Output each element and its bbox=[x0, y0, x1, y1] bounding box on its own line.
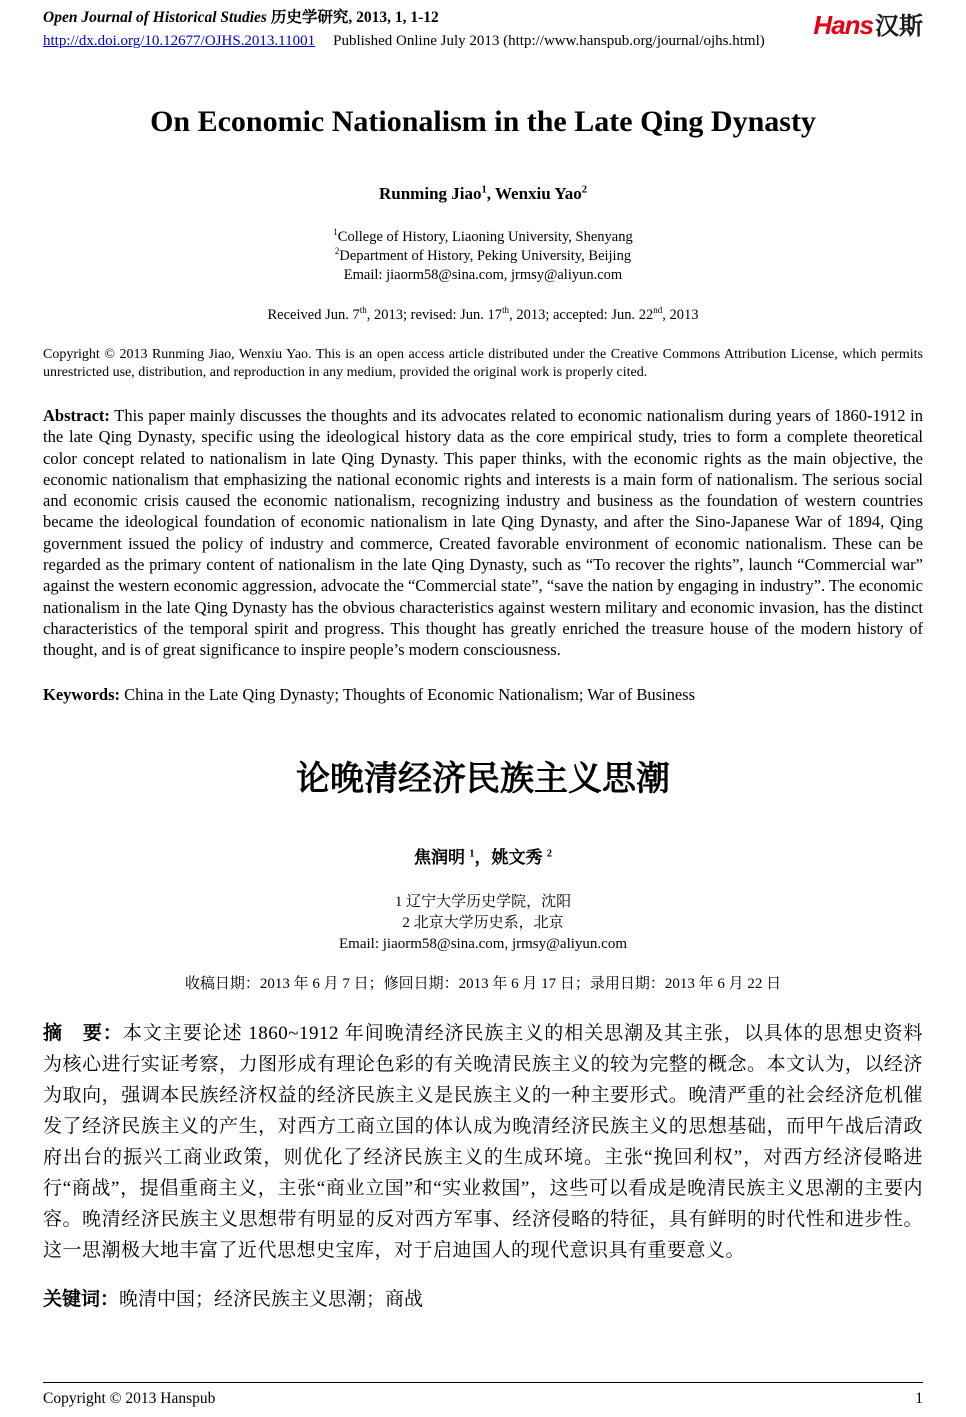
author-superscript-1: 1 bbox=[481, 184, 487, 196]
affiliation-1-text: College of History, Liaoning University, Shenyang bbox=[337, 229, 633, 245]
abstract-text-english: This paper mainly discusses the thoughts and its advocates related to economic nationalism during years of 1860-1912 in the late Qing Dynasty, specific using the ideological history data as the core empirical study, tries to form a complete theoretical color concept related to nationalism in late Qing Dynasty. This paper thinks, with the economic rights as the main objective, the economic nationalism that emphasizing the national economic rights and interests is a main form of nationalism. The serious social and economic crisis caused the economic nationalism, recognizing industry and business as the foundation of western countries became the ideological foundation of economic nationalism in late Qing Dynasty, and after the Sino-Japanese War of 1894, Qing government issued the policy of industry and commerce, Created favorable environment of economic nationalism. These can be regarded as the primary content of nationalism in the late Qing Dynasty, such as “To recover the rights”, launch “Commercial war” against the western economic aggression, advocate the “Commercial state”, “save the nation by engaging in industry”. The economic nationalism in the late Qing Dynasty has the obvious characteristics against western military and economic invasion, has the distinct characteristics of the temporal spirit and progress. This thought has greatly enriched the treasure house of the modern history of thought, and is of great significance to inspire people’s modern consciousness. bbox=[43, 406, 923, 660]
copyright-notice: Copyright © 2013 Runming Jiao, Wenxiu Yao. This is an open access article distributed under the Creative Commons Attribution License, which permits unrestricted use, distribution, and reproduction in any medium, provided the original work is properly cited. bbox=[43, 347, 923, 380]
hans-logo-chinese-text: 汉斯 bbox=[875, 13, 923, 40]
affiliation-1 bbox=[43, 228, 923, 247]
keywords-label-english: Keywords: bbox=[43, 684, 120, 704]
keywords-label-chinese: 关键词： bbox=[43, 1288, 120, 1310]
email-line: Email: jiaorm58@sina.com, jrmsy@aliyun.com bbox=[343, 267, 623, 283]
hans-publisher-logo bbox=[813, 6, 923, 41]
journal-header bbox=[43, 8, 923, 52]
author-name-2: Wenxiu Yao bbox=[494, 184, 582, 203]
journal-title-issue-info: 历史学研究, 2013, 1, 1-12 bbox=[266, 9, 439, 26]
received-part-3: , 2013; accepted: Jun. 22 bbox=[509, 307, 654, 323]
authors-english bbox=[43, 184, 923, 204]
keywords-english bbox=[43, 684, 923, 705]
received-part-2: , 2013; revised: Jun. 17 bbox=[366, 307, 503, 323]
author-separator-cn: ， bbox=[474, 847, 492, 867]
affiliation-1-cn: 1 辽宁大学历史学院，沈阳 bbox=[394, 893, 572, 910]
hans-logo-latin-text: Hans bbox=[813, 10, 873, 40]
paper-title-english: On Economic Nationalism in the Late Qing Dynasty bbox=[150, 105, 816, 138]
published-info: Published Online July 2013 (http://www.hanspub.org/journal/ojhs.html) bbox=[333, 33, 765, 49]
affiliation-2-text: Department of History, Peking University, Beijing bbox=[339, 248, 632, 264]
journal-header-left bbox=[43, 8, 923, 52]
keywords-text-english: China in the Late Qing Dynasty; Thoughts of Economic Nationalism; War of Business bbox=[120, 684, 696, 704]
abstract-chinese bbox=[43, 1018, 923, 1266]
author-superscript-1-cn: 1 bbox=[469, 847, 475, 859]
abstract-label-english: Abstract: bbox=[43, 406, 110, 425]
author-name-1: Runming Jiao bbox=[379, 184, 482, 203]
received-superscript-1: th bbox=[359, 305, 367, 316]
abstract-text-chinese: 本文主要论述 1860~1912 年间晚清经济民族主义的相关思潮及其主张，以具体的思想史资料为核心进行实证考察，力图形成有理论色彩的有关晚清民族主义的较为完整的概念。本文认为，以经济为取向，强调本民族经济权益的经济民族主义是民族主义的一种主要形式。晚清严重的社会经济危机催发了经济民族主义的产生，对西方工商立国的体认成为晚清经济民族主义的思想基础，而甲午战后清政府出台的振兴工商业政策，则优化了经济民族主义的生成环境。主张“挽回利权”，对西方经济侵略进行“商战”，提倡重商主义，主张“商业立国”和“实业救国”，这些可以看成是晚清民族主义思潮的主要内容。晚清经济民族主义思想带有明显的反对西方军事、经济侵略的特征，具有鲜明的时代性和进步性。这一思潮极大地丰富了近代思想史宝库，对于启迪国人的现代意识具有重要意义。 bbox=[43, 1022, 923, 1261]
received-part-4: , 2013 bbox=[662, 307, 699, 323]
abstract-english bbox=[43, 405, 923, 661]
journal-title bbox=[43, 8, 923, 28]
journal-title-english: Open Journal of Historical Studies bbox=[43, 9, 267, 26]
affiliation-1-superscript: 1 bbox=[333, 227, 338, 238]
affiliation-2 bbox=[43, 247, 923, 266]
author-superscript-2-cn: 2 bbox=[546, 847, 553, 859]
keywords-text-chinese: 晚清中国；经济民族主义思潮；商战 bbox=[119, 1288, 424, 1310]
page-number: 1 bbox=[915, 1390, 923, 1407]
received-superscript-2: th bbox=[502, 305, 510, 316]
received-superscript-3: nd bbox=[653, 305, 663, 316]
authors-chinese bbox=[43, 843, 923, 868]
email-line-cn: Email: jiaorm58@sina.com, jrmsy@aliyun.com bbox=[339, 935, 627, 952]
page-footer bbox=[43, 1382, 923, 1408]
affiliations-english bbox=[43, 228, 923, 285]
received-part-1: Received Jun. 7 bbox=[267, 307, 360, 323]
doi-line bbox=[43, 30, 923, 52]
received-dates-english bbox=[43, 306, 923, 325]
affiliation-2-superscript: 2 bbox=[334, 246, 340, 257]
author-separator: , bbox=[486, 184, 495, 203]
abstract-label-chinese: 摘 要： bbox=[43, 1022, 123, 1044]
author-name-2-cn: 姚文秀 bbox=[491, 847, 547, 867]
affiliations-chinese bbox=[43, 892, 923, 955]
paper-title-chinese: 论晚清经济民族主义思潮 bbox=[296, 759, 670, 798]
keywords-chinese bbox=[43, 1287, 923, 1313]
received-dates-chinese: 收稿日期：2013 年 6 月 7 日；修回日期：2013 年 6 月 17 日；录用日期：2013 年 6 月 22 日 bbox=[184, 975, 782, 992]
author-superscript-2: 2 bbox=[581, 184, 587, 196]
affiliation-2-cn: 2 北京大学历史系，北京 bbox=[402, 914, 564, 931]
footer-copyright: Copyright © 2013 Hanspub bbox=[43, 1390, 216, 1407]
author-name-1-cn: 焦润明 bbox=[413, 847, 470, 867]
doi-link[interactable]: http://dx.doi.org/10.12677/OJHS.2013.11001 bbox=[43, 33, 316, 49]
